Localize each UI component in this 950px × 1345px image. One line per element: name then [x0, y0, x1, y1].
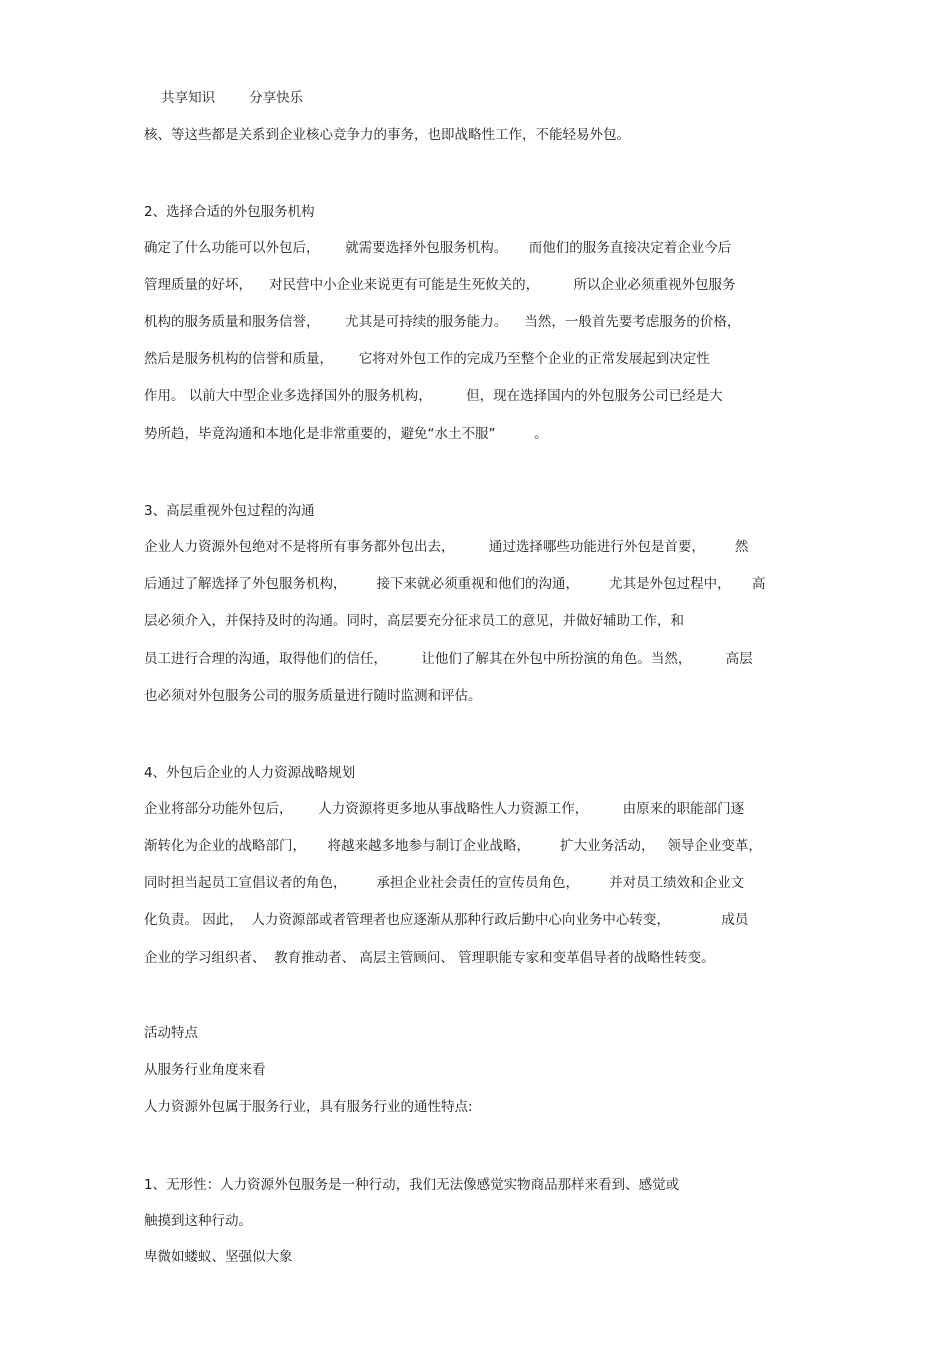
section-heading: 3、高层重视外包过程的沟通 [144, 503, 315, 519]
text-line: 同时担当起员工宣倡议者的角色， 承担企业社会责任的宣传员角色， 并对员工绩效和企业文 [144, 875, 745, 891]
page-footer: 卑微如蝼蚁、坚强似大象 [144, 1249, 293, 1265]
text-line: 人力资源外包属于服务行业，具有服务行业的通性特点: [144, 1099, 473, 1115]
text-line: 然后是服务机构的信誉和质量， 它将对外包工作的完成乃至整个企业的正常发展起到决定性 [144, 351, 710, 367]
text-line: 也必须对外包服务公司的服务质量进行随时监测和评估。 [144, 688, 482, 704]
text-line: 势所趋，毕竟沟通和本地化是非常重要的，避免“水土不服” 。 [144, 426, 548, 442]
text-line: 确定了什么功能可以外包后， 就需要选择外包服务机构。 而他们的服务直接决定着企业今后 [144, 240, 732, 256]
text-line: 机构的服务质量和服务信誉， 尤其是可持续的服务能力。 当然，一般首先要考虑服务的价格， [144, 314, 741, 330]
text-line: 层必须介入，并保持及时的沟通。同时，高层要充分征求员工的意见，并做好辅助工作，和 [144, 613, 684, 629]
text-line: 企业的学习组织者、 教育推动者、 高层主管顾问、 管理职能专家和变革倡导者的战略性转变。 [144, 950, 715, 966]
text-line: 化负责。 因此， 人力资源部或者管理者也应逐渐从那种行政后勤中心向业务中心转变， 成员 [144, 912, 749, 928]
text-line: 员工进行合理的沟通，取得他们的信任， 让他们了解其在外包中所扮演的角色。当然， 高层 [144, 651, 753, 667]
section-heading: 活动特点 [144, 1025, 198, 1041]
text-line: 管理质量的好坏， 对民营中小企业来说更有可能是生死攸关的， 所以企业必须重视外包服务 [144, 277, 736, 293]
text-line: 企业人力资源外包绝对不是将所有事务都外包出去， 通过选择哪些功能进行外包是首要， 然 [144, 539, 749, 555]
text-line: 核、等这些都是关系到企业核心竞争力的事务，也即战略性工作，不能轻易外包。 [144, 127, 630, 143]
text-line: 作用。 以前大中型企业多选择国外的服务机构， 但，现在选择国内的外包服务公司已经是大 [144, 388, 723, 404]
text-line: 企业将部分功能外包后， 人力资源将更多地从事战略性人力资源工作， 由原来的职能部门逐 [144, 801, 745, 817]
text-line: 后通过了解选择了外包服务机构， 接下来就必须重视和他们的沟通， 尤其是外包过程中， 高 [144, 576, 766, 592]
text-line: 从服务行业角度来看 [144, 1062, 266, 1078]
page-header [144, 71, 303, 125]
header-left-text: 共享知识 [161, 90, 216, 106]
section-heading: 4、外包后企业的人力资源战略规划 [144, 765, 356, 781]
text-line: 渐转化为企业的战略部门， 将越来越多地参与制订企业战略， 扩大业务活动， 领导企业变革， [144, 838, 762, 854]
section-heading: 2、选择合适的外包服务机构 [144, 204, 315, 220]
text-line: 1、无形性：人力资源外包服务是一种行动，我们无法像感觉实物商品那样来看到、感觉或 [144, 1177, 680, 1193]
text-line: 触摸到这种行动。 [144, 1213, 252, 1229]
header-right-text: 分享快乐 [249, 90, 304, 106]
